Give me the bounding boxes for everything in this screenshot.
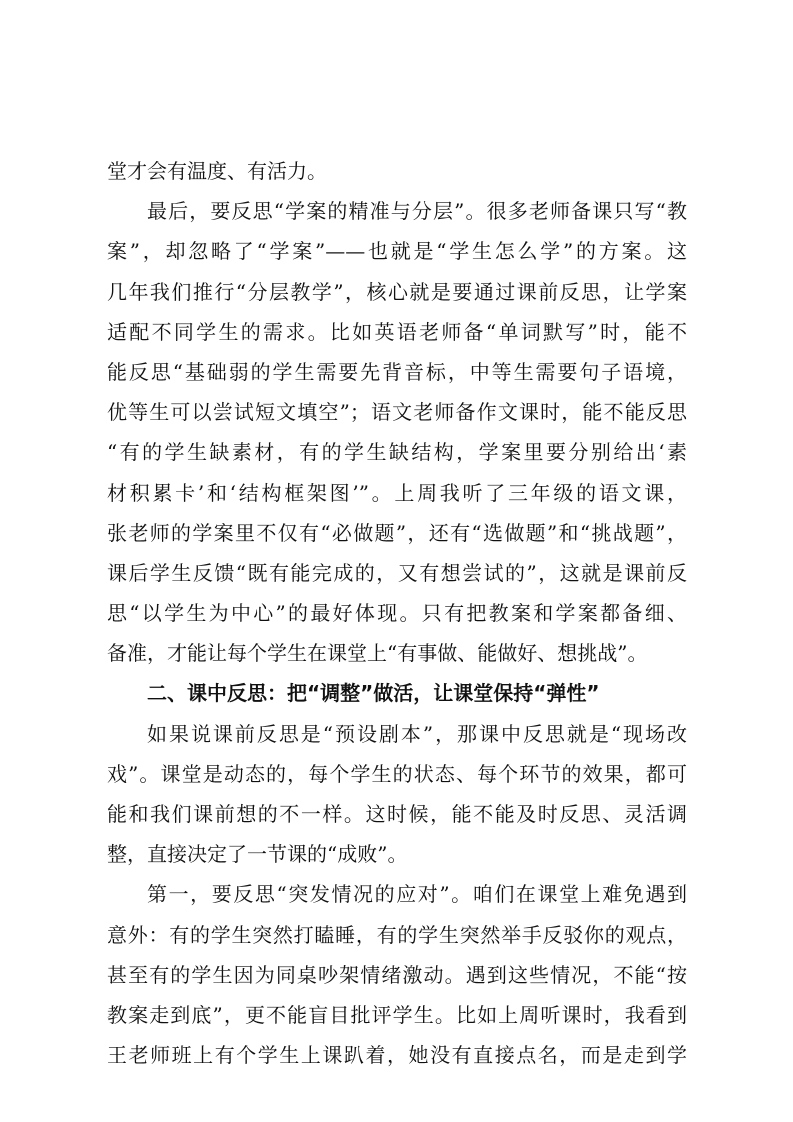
paragraph-line: 备准，才能让每个学生在课堂上“有事做、能做好、想挑战”。 — [107, 641, 648, 666]
paragraph-line: 第一，要反思“突发情况的应对”。咱们在课堂上难免遇到 — [147, 882, 687, 907]
section-heading: 二、课中反思：把“调整”做活，让课堂保持“弹性” — [147, 681, 600, 706]
paragraph-line: 适配不同学生的需求。比如英语老师备“单词默写”时，能不 — [107, 319, 687, 344]
paragraph-line: 戏”。课堂是动态的，每个学生的状态、每个环节的效果，都可 — [107, 761, 687, 786]
paragraph-line: 意外：有的学生突然打瞌睡，有的学生突然举手反驳你的观点， — [107, 922, 687, 947]
document-body — [107, 151, 687, 1075]
paragraph-line: 王老师班上有个学生上课趴着，她没有直接点名，而是走到学 — [107, 1043, 687, 1068]
paragraph-line: 材积累卡’和‘结构框架图’”。上周我听了三年级的语文课， — [107, 480, 687, 505]
paragraph-line: 教案走到底”，更不能盲目批评学生。比如上周听课时，我看到 — [107, 1002, 687, 1027]
paragraph-line: 能反思“基础弱的学生需要先背音标，中等生需要句子语境， — [107, 359, 687, 384]
paragraph-line: 如果说课前反思是“预设剧本”，那课中反思就是“现场改 — [147, 721, 687, 746]
paragraph-line: 整，直接决定了一节课的“成败”。 — [107, 842, 408, 867]
paragraph-line: 张老师的学案里不仅有“必做题”，还有“选做题”和“挑战题”， — [107, 520, 687, 545]
paragraph-line: 最后，要反思“学案的精准与分层”。很多老师备课只写“教 — [147, 199, 687, 224]
paragraph-line: 课后学生反馈“既有能完成的，又有想尝试的”，这就是课前反 — [107, 560, 687, 585]
paragraph-line: “有的学生缺素材，有的学生缺结构，学案里要分别给出‘素 — [107, 440, 687, 465]
paragraph-line: 甚至有的学生因为同桌吵架情绪激动。遇到这些情况，不能“按 — [107, 962, 687, 987]
paragraph-line: 案”，却忽略了“学案”——也就是“学生怎么学”的方案。这 — [107, 239, 687, 264]
paragraph-line: 优等生可以尝试短文填空”；语文老师备作文课时，能不能反思 — [107, 400, 687, 425]
paragraph-line: 几年我们推行“分层教学”，核心就是要通过课前反思，让学案 — [107, 279, 687, 304]
paragraph-line: 堂才会有温度、有活力。 — [107, 159, 327, 183]
paragraph-line: 思“以学生为中心”的最好体现。只有把教案和学案都备细、 — [107, 601, 687, 626]
paragraph-line: 能和我们课前想的不一样。这时候，能不能及时反思、灵活调 — [107, 802, 687, 826]
